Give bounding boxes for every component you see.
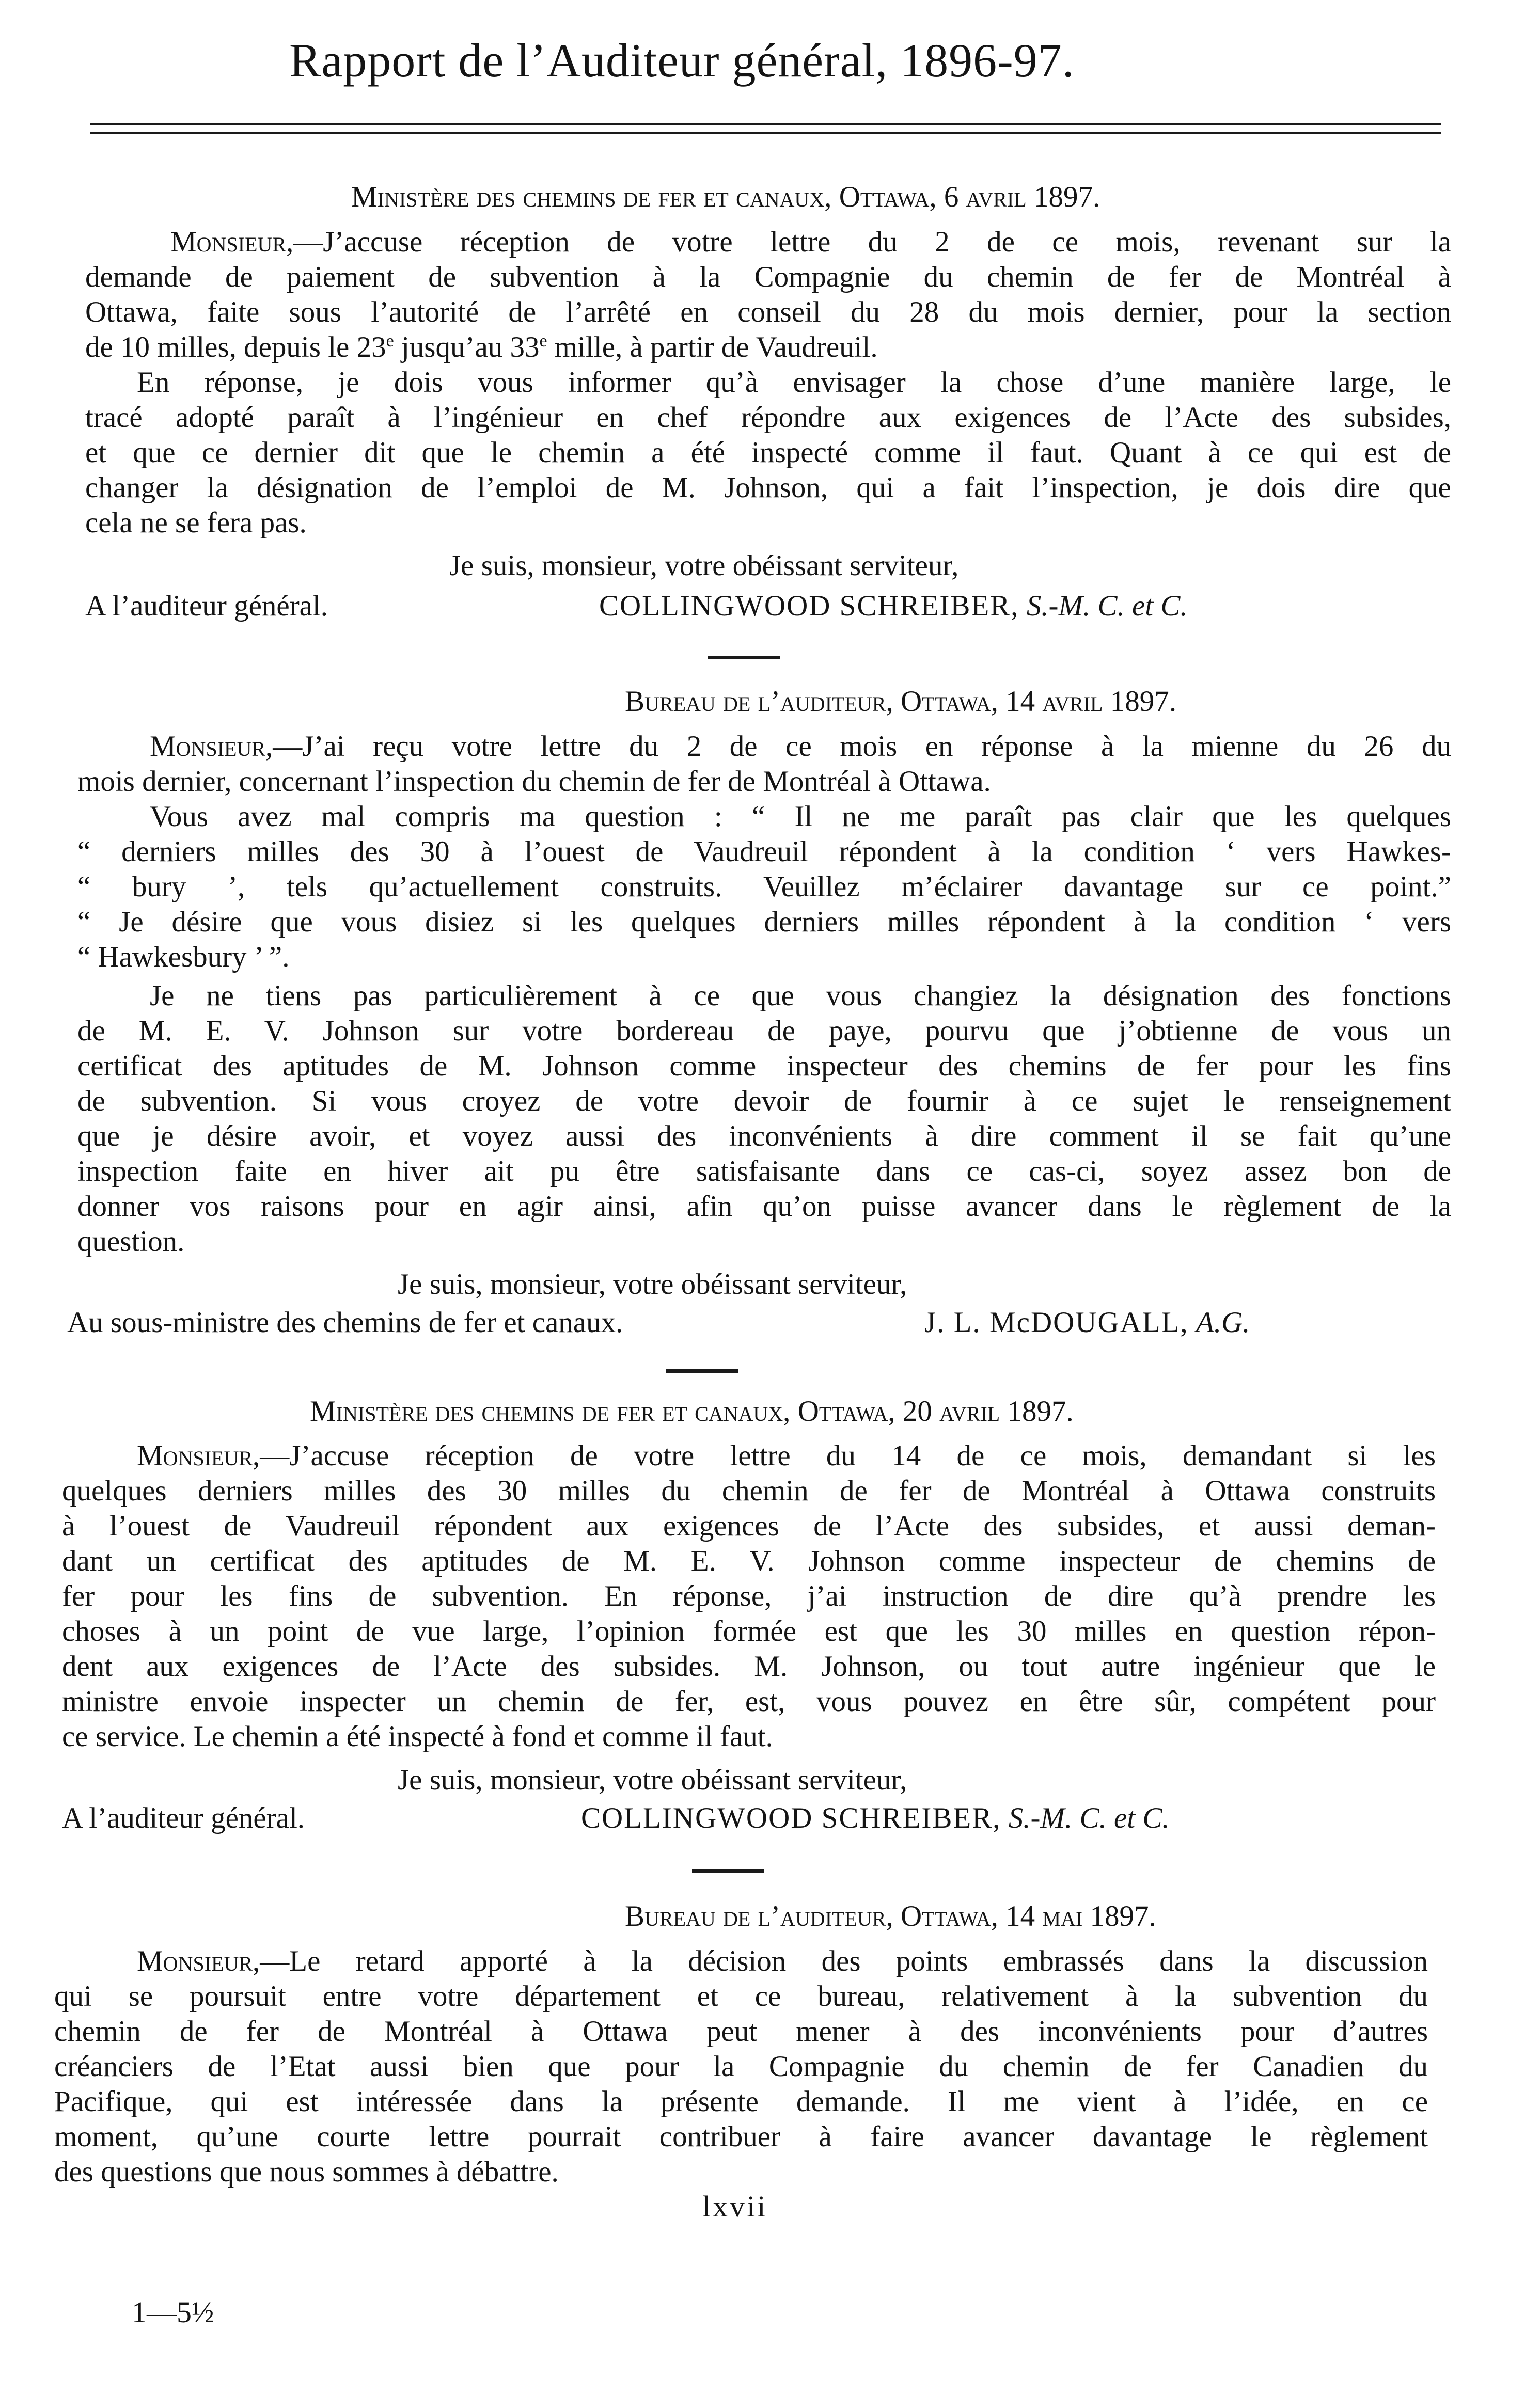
letter-3-line-9: ce service. Le chemin a été inspecté à fond et comme il faut. [62,1720,773,1753]
letter-2-line-1: Monsieur,—J’ai reçu votre lettre du 2 de ce mois en réponse à la mienne du 26 du [150,730,1451,763]
letter-2-line-6: “ Je désire que vous disiez si les quelques derniers milles répondent à la condition ‘ vers [77,906,1451,938]
letter-2-line-4: “ derniers milles des 30 à l’ouest de Vaudreuil répondent à la condition ‘ vers Hawkes- [77,835,1451,868]
letter-4-line-5: Pacifique, qui est intéressée dans la présente demande. Il me vient à l’idée, en ce [54,2085,1428,2118]
letter-2-line-14: donner vos raisons pour en agir ainsi, afin qu’on puisse avancer dans le règlement de la [77,1190,1451,1223]
letter-2-line-8: Je ne tiens pas particulièrement à ce que vous changiez la désignation des fonctions [150,979,1451,1012]
letter-3-signature: COLLINGWOOD SCHREIBER, S.-M. C. et C. [581,1802,1170,1834]
header-rule-top [90,123,1441,125]
separator-rule [666,1369,738,1373]
letter-3-line-8: ministre envoie inspecter un chemin de fer, est, vous pouvez en être sûr, compétent pour [62,1685,1436,1718]
letter-2-line-12: que je désire avoir, et voyez aussi des inconvénients à dire comment il se fait qu’une [77,1120,1451,1152]
letter-4-line-6: moment, qu’une courte lettre pourrait contribuer à faire avancer davantage le règlement [54,2120,1428,2153]
letter-2-line-5: “ bury ’, tels qu’actuellement construits. Veuillez m’éclairer davantage sur ce point.” [77,870,1451,903]
letter-1-addressee: A l’auditeur général. [85,590,328,622]
letter-1-line-4: de 10 milles, depuis le 23e jusqu’au 33e mille, à partir de Vaudreuil. [85,331,878,363]
letter-1-signature: COLLINGWOOD SCHREIBER, S.-M. C. et C. [599,590,1188,622]
letter-3-addressee: A l’auditeur général. [62,1802,305,1834]
page-number: lxvii [702,2190,768,2223]
signature-mark: 1—5½ [132,2295,214,2329]
letter-4-line-3: chemin de fer de Montréal à Ottawa peut mener à des inconvénients pour d’autres [54,2015,1428,2048]
letter-3-line-2: quelques derniers milles des 30 milles du chemin de fer de Montréal à Ottawa construits [62,1475,1436,1507]
letter-4-line-4: créanciers de l’Etat aussi bien que pour la Compagnie du chemin de fer Canadien du [54,2050,1428,2083]
letter-3-line-6: choses à un point de vue large, l’opinion formée est que les 30 milles en question répon- [62,1615,1436,1647]
letter-1-line-6: tracé adopté paraît à l’ingénieur en chef répondre aux exigences de l’Acte des subsides, [85,401,1451,434]
letter-2-line-2: mois dernier, concernant l’inspection du chemin de fer de Montréal à Ottawa. [77,765,991,798]
letter-3-dateline: Ministère des chemins de fer et canaux, Ottawa, 20 avril 1897. [310,1395,1074,1428]
letter-2-closing: Je suis, monsieur, votre obéissant serviteur, [398,1268,907,1301]
letter-2-line-7: “ Hawkesbury ’ ”. [77,941,290,973]
letter-1-line-2: demande de paiement de subvention à la Compagnie du chemin de fer de Montréal à [85,261,1451,293]
letter-4-line-7: des questions que nous sommes à débattre. [54,2156,559,2188]
letter-2-line-9: de M. E. V. Johnson sur votre bordereau de paye, pourvu que j’obtienne de vous un [77,1015,1451,1047]
letter-1-dateline: Ministère des chemins de fer et canaux, Ottawa, 6 avril 1897. [351,181,1100,213]
letter-2-addressee: Au sous-ministre des chemins de fer et canaux. [67,1306,623,1339]
page-title: Rapport de l’Auditeur général, 1896-97. [289,34,1075,87]
letter-3-line-3: à l’ouest de Vaudreuil répondent aux exigences de l’Acte des subsides, et aussi deman- [62,1510,1436,1542]
letter-3-closing: Je suis, monsieur, votre obéissant serviteur, [398,1764,907,1796]
header-rule-bottom [90,132,1441,134]
letter-2-line-10: certificat des aptitudes de M. Johnson comme inspecteur des chemins de fer pour les fins [77,1050,1451,1082]
letter-2-line-11: de subvention. Si vous croyez de votre devoir de fournir à ce sujet le renseignement [77,1085,1451,1117]
letter-3-line-1: Monsieur,—J’accuse réception de votre lettre du 14 de ce mois, demandant si les [137,1439,1436,1472]
letter-2-signature: J. L. McDOUGALL, A.G. [924,1306,1250,1339]
letter-1-line-9: cela ne se fera pas. [85,506,307,539]
separator-rule [708,656,780,659]
letter-1-line-3: Ottawa, faite sous l’autorité de l’arrêté en conseil du 28 du mois dernier, pour la section [85,296,1451,328]
letter-3-line-4: dant un certificat des aptitudes de M. E. V. Johnson comme inspecteur de chemins de [62,1545,1436,1577]
letter-1-line-7: et que ce dernier dit que le chemin a été inspecté comme il faut. Quant à ce qui est de [85,436,1451,469]
letter-1-line-1: Monsieur,—J’accuse réception de votre lettre du 2 de ce mois, revenant sur la [170,226,1451,258]
separator-rule [692,1869,764,1873]
letter-3-line-5: fer pour les fins de subvention. En réponse, j’ai instruction de dire qu’à prendre les [62,1580,1436,1612]
letter-2-dateline: Bureau de l’auditeur, Ottawa, 14 avril 1897. [625,685,1176,718]
letter-2-line-13: inspection faite en hiver ait pu être satisfaisante dans ce cas-ci, soyez assez bon de [77,1155,1451,1187]
letter-1-closing: Je suis, monsieur, votre obéissant serviteur, [449,549,959,582]
letter-2-line-15: question. [77,1225,185,1258]
letter-4-line-1: Monsieur,—Le retard apporté à la décision des points embrassés dans la discussion [137,1945,1428,1977]
letter-2-line-3: Vous avez mal compris ma question : “ Il ne me paraît pas clair que les quelques [150,800,1451,833]
letter-1-line-8: changer la désignation de l’emploi de M. Johnson, qui a fait l’inspection, je dois dire que [85,471,1451,504]
letter-1-line-5: En réponse, je dois vous informer qu’à envisager la chose d’une manière large, le [137,366,1451,399]
letter-3-line-7: dent aux exigences de l’Acte des subsides. M. Johnson, ou tout autre ingénieur que le [62,1650,1436,1683]
letter-4-dateline: Bureau de l’auditeur, Ottawa, 14 mai 1897. [625,1900,1156,1932]
letter-4-line-2: qui se poursuit entre votre département et ce bureau, relativement à la subvention du [54,1980,1428,2013]
